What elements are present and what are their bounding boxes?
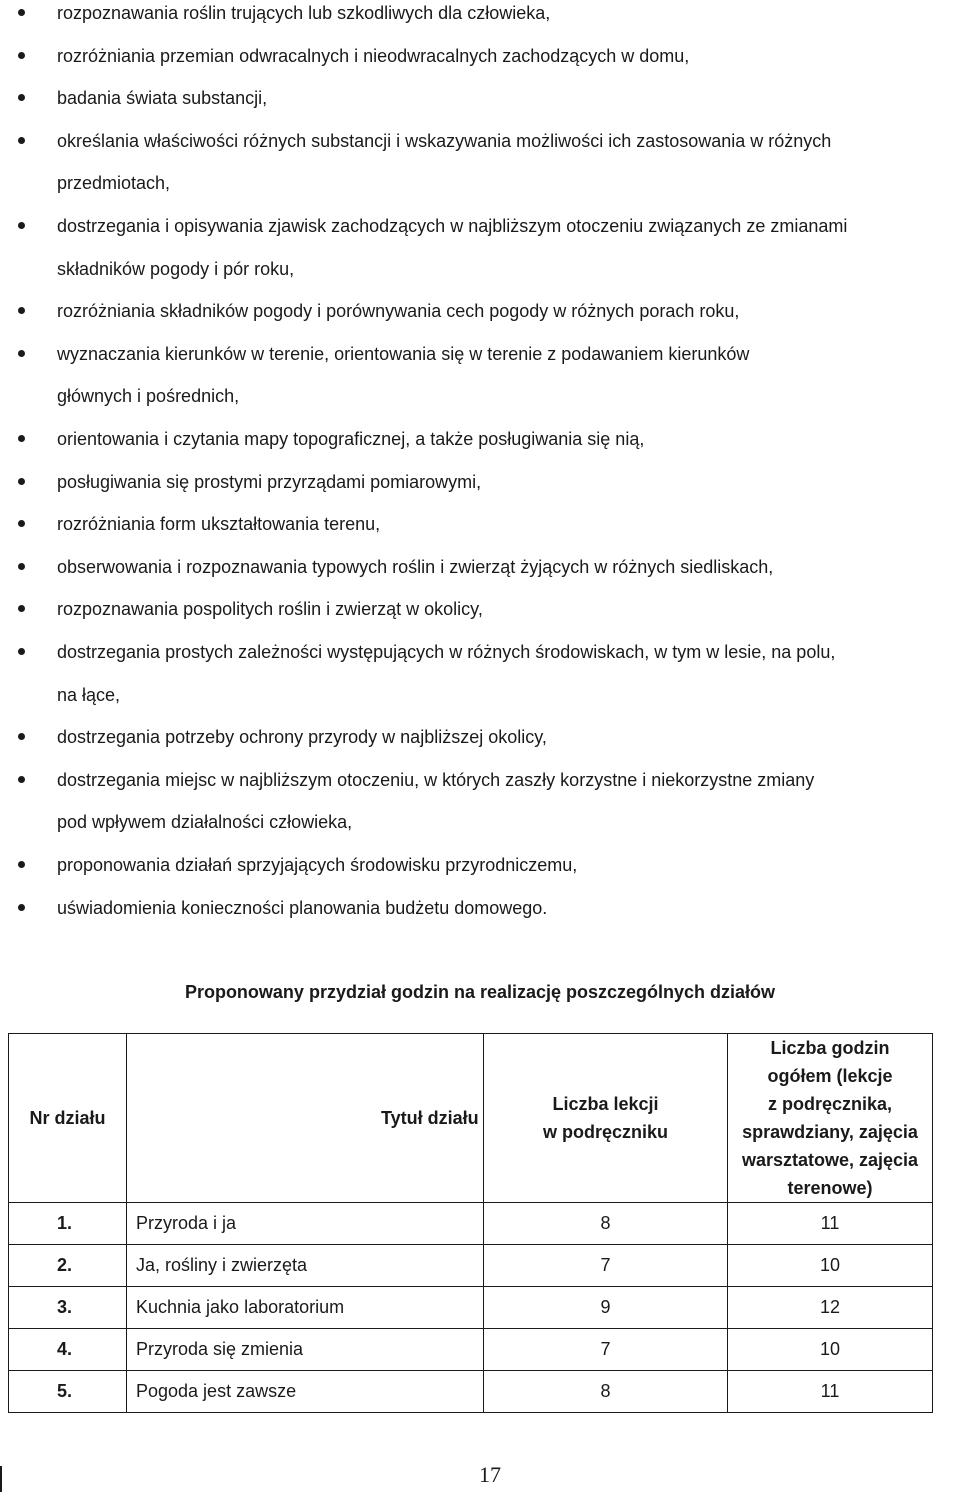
- bullet-dot-icon: [18, 520, 25, 527]
- bullet-text-line: rozpoznawania pospolitych roślin i zwierząt w okolicy,: [57, 599, 483, 620]
- hours-allocation-table: [8, 1033, 933, 1413]
- cell-title: Przyroda się zmienia: [127, 1329, 484, 1371]
- cell-nr: 1.: [9, 1203, 127, 1245]
- bullet-dot-icon: [18, 94, 25, 101]
- table-row: [9, 1245, 933, 1287]
- bullet-text-line: orientowania i czytania mapy topograficznej, a także posługiwania się nią,: [57, 429, 645, 449]
- table-row: [9, 1329, 933, 1371]
- header-line: Liczba lekcji: [552, 1094, 659, 1114]
- bullet-text-line: dostrzegania potrzeby ochrony przyrody w najbliższej okolicy,: [57, 727, 547, 748]
- bullet-dot-icon: [18, 861, 25, 868]
- header-title: Tytuł działu: [127, 1034, 484, 1203]
- cell-lessons: 7: [484, 1329, 728, 1371]
- cell-nr: 2.: [9, 1245, 127, 1287]
- bullet-text-line: dostrzegania prostych zależności występujących w różnych środowiskach, w tym w lesie, na polu,: [57, 642, 836, 662]
- bullet-dot-icon: [18, 733, 25, 740]
- header-line: sprawdziany, zajęcia: [742, 1122, 918, 1142]
- bullet-text-line: rozróżniania składników pogody i porównywania cech pogody w różnych porach roku,: [57, 301, 740, 322]
- bullet-dot-icon: [18, 435, 25, 442]
- bullet-dot-icon: [18, 904, 25, 911]
- bullet-text-line: przedmiotach,: [57, 173, 171, 194]
- cell-lessons: 7: [484, 1245, 728, 1287]
- page-number: 17: [479, 1462, 501, 1487]
- header-nr: Nr działu: [9, 1034, 127, 1203]
- bullet-text-line: uświadomienia konieczności planowania budżetu domowego.: [57, 897, 548, 918]
- bullet-dot-icon: [18, 222, 25, 229]
- cell-lessons: 8: [484, 1203, 728, 1245]
- cell-hours: 11: [728, 1203, 933, 1245]
- bullet-text-line: rozróżniania form ukształtowania terenu,: [57, 514, 381, 535]
- bullet-text-line: na łące,: [57, 684, 121, 705]
- bullet-dot-icon: [18, 776, 25, 783]
- cell-nr: 3.: [9, 1287, 127, 1329]
- table-row: [9, 1371, 933, 1413]
- bullet-text-line: proponowania działań sprzyjających środowisku przyrodniczemu,: [57, 855, 578, 875]
- bullet-text-line: posługiwania się prostymi przyrządami pomiarowymi,: [57, 471, 482, 492]
- table-title: Proponowany przydział godzin na realizację poszczególnych działów: [184, 982, 776, 1002]
- bullet-text-line: rozpoznawania roślin trujących lub szkodliwych dla człowieka,: [57, 3, 551, 23]
- header-line: ogółem (lekcje: [767, 1066, 893, 1086]
- bullet-dot-icon: [18, 52, 25, 59]
- bullet-dot-icon: [18, 648, 25, 655]
- bullet-text-line: dostrzegania i opisywania zjawisk zachodzących w najbliższym otoczeniu związanych ze zmianami: [57, 216, 848, 236]
- cell-title: Ja, rośliny i zwierzęta: [127, 1245, 484, 1287]
- cell-title: Pogoda jest zawsze: [127, 1371, 484, 1413]
- header-line: w podręczniku: [542, 1122, 668, 1142]
- cell-hours: 10: [728, 1329, 933, 1371]
- bullet-dot-icon: [18, 478, 25, 485]
- bullet-text-line: wyznaczania kierunków w terenie, orientowania się w terenie z podawaniem kierunków: [57, 343, 750, 364]
- cell-title: Przyroda i ja: [127, 1203, 484, 1245]
- header-line: terenowe): [787, 1178, 873, 1198]
- cell-lessons: 9: [484, 1287, 728, 1329]
- cell-hours: 10: [728, 1245, 933, 1287]
- bullet-text-line: określania właściwości różnych substancji i wskazywania możliwości ich zastosowania w różnych: [57, 130, 832, 151]
- bullet-dot-icon: [18, 563, 25, 570]
- bullet-dot-icon: [18, 350, 25, 357]
- bullet-text-line: głównych i pośrednich,: [57, 386, 240, 407]
- cell-hours: 11: [728, 1371, 933, 1413]
- bullet-dot-icon: [18, 9, 25, 16]
- cell-lessons: 8: [484, 1371, 728, 1413]
- bullet-text-line: pod wpływem działalności człowieka,: [57, 812, 353, 833]
- bullet-dot-icon: [18, 605, 25, 612]
- header-lessons: [484, 1034, 728, 1203]
- bullet-text-line: dostrzegania miejsc w najbliższym otoczeniu, w których zaszły korzystne i niekorzystne zmiany: [57, 769, 815, 790]
- bullet-text-line: rozróżniania przemian odwracalnych i nieodwracalnych zachodzących w domu,: [57, 45, 690, 66]
- table-row: [9, 1287, 933, 1329]
- cell-hours: 12: [728, 1287, 933, 1329]
- cell-nr: 4.: [9, 1329, 127, 1371]
- cell-title: Kuchnia jako laboratorium: [127, 1287, 484, 1329]
- cell-nr: 5.: [9, 1371, 127, 1413]
- bullet-text-line: badania świata substancji,: [57, 88, 268, 109]
- header-line: Liczba godzin: [770, 1038, 890, 1058]
- table-row: [9, 1203, 933, 1245]
- bullet-text-line: składników pogody i pór roku,: [57, 258, 295, 279]
- bullet-dot-icon: [18, 137, 25, 144]
- bullet-text-line: obserwowania i rozpoznawania typowych roślin i zwierząt żyjących w różnych siedliskach,: [57, 556, 774, 577]
- header-line: z podręcznika,: [767, 1094, 893, 1114]
- header-line: warsztatowe, zajęcia: [741, 1150, 919, 1170]
- table-header-row: [9, 1034, 933, 1203]
- bullet-dot-icon: [18, 307, 25, 314]
- header-hours: [728, 1034, 933, 1203]
